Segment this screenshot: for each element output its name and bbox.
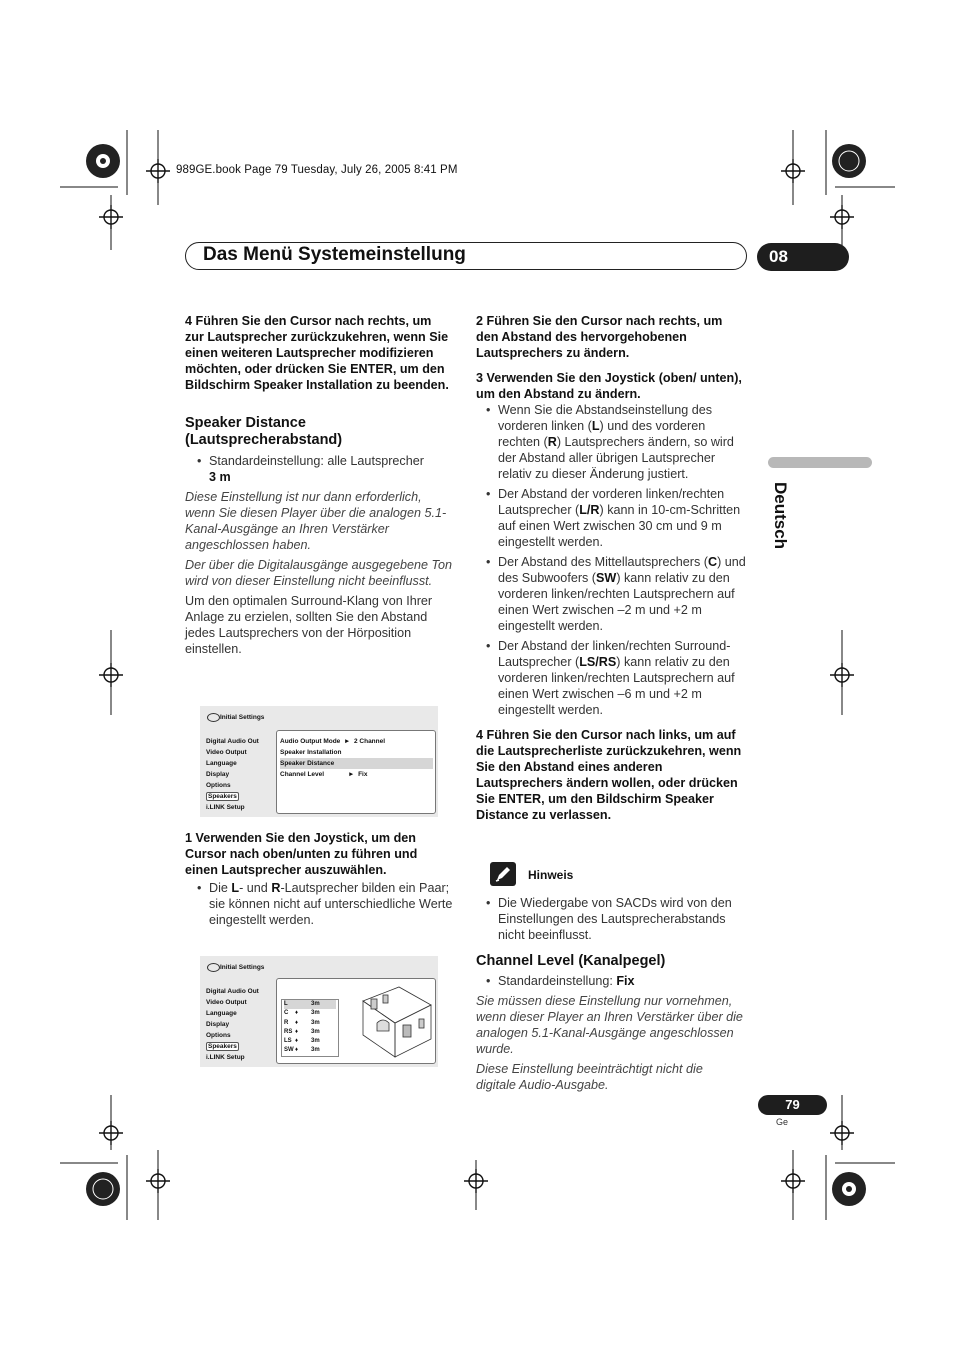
step-2: 2 Führen Sie den Cursor nach rechts, um den Abstand des hervorgehobenen Lautsprechers zu ändern. <box>476 314 723 360</box>
osd-title: Initial Settings <box>220 714 265 721</box>
osd-menu-item: Language <box>206 1010 237 1017</box>
osd-menu-item-selected: Speakers <box>208 793 237 800</box>
right-column-lower <box>476 895 746 1093</box>
step-4-right: 4 Führen Sie den Cursor nach links, um auf die Lautsprecherliste zurückzukehren, wenn Sie den Abstand eines anderen Lautsprechers ändern wollen, oder drücken Sie ENTER, um den Bildschirm Speaker Distance zu verlassen. <box>476 728 742 822</box>
note-text: • Die Wiedergabe von SACDs wird von den Einstellungen des Lautsprecherabstands nicht beeinflusst. <box>484 895 746 943</box>
print-info-line: 989GE.book Page 79 Tuesday, July 26, 2005 8:41 PM <box>176 164 458 176</box>
language-tab-bar <box>768 457 872 468</box>
speaker-row: C ♦ 3m <box>284 1010 320 1017</box>
speaker-row: R ♦ 3m <box>284 1019 320 1026</box>
speaker-row: RS ♦ 3m <box>284 1028 320 1035</box>
italic-note-1: Diese Einstellung ist nur dann erforderlich, wenn Sie diesen Player über die analogen 5.1-Kanal-Ausgänge an Ihren Verstärker angeschlossen haben. <box>185 490 447 552</box>
osd-menu-item: Digital Audio Out <box>206 988 259 995</box>
osd-panel <box>276 730 436 814</box>
channel-italic-2: Diese Einstellung beeinträchtigt nicht die digitale Audio-Ausgabe. <box>476 1062 703 1092</box>
osd-menu-item-selected: Speakers <box>208 1043 237 1050</box>
speaker-row: L 3m <box>284 1000 336 1009</box>
osd-screenshot-2 <box>200 956 438 1067</box>
osd-menu-item: Video Output <box>206 999 247 1006</box>
osd-menu-item: Video Output <box>206 749 247 756</box>
paragraph-distance: Um den optimalen Surround-Klang von Ihrer Anlage zu erzielen, sollten Sie den Abstand jedes Lautsprechers von der Hörposition einstellen. <box>185 594 433 656</box>
step-3-bullets <box>484 402 746 718</box>
left-column <box>185 313 453 657</box>
bullet-lr-range: • Der Abstand der vorderen linken/rechten Lautsprecher (L/R) kann in 10-cm-Schritten auf einen Wert zwischen 30 cm und 9 m eingestellt werden. <box>484 486 746 550</box>
osd-menu-item: i.LINK Setup <box>206 804 245 811</box>
osd-menu-item: Display <box>206 1021 230 1028</box>
page-language-code: Ge <box>776 1117 789 1127</box>
step-3: 3 Verwenden Sie den Joystick (oben/ unten), um den Abstand zu ändern. <box>476 371 742 401</box>
speaker-row: LS ♦ 3m <box>284 1038 320 1045</box>
osd-menu-item: i.LINK Setup <box>206 1054 245 1061</box>
bullet-front-lr: • Wenn Sie die Abstandseinstellung des vorderen linken (L) und des vorderen rechten (R) Lautsprechers ändern, so wird der Abstand aller übrigen Lautsprecher relativ zu dieser Änderung justiert. <box>484 402 746 482</box>
bullet-center-sub: • Der Abstand des Mittellautsprechers (C) und des Subwoofers (SW) kann relativ zu den vorderen linken/rechten Lautsprechern auf einen Wert zwischen –2 m und +2 m eingestellt werden. <box>484 554 746 634</box>
osd-row: Speaker Installation <box>280 749 342 756</box>
osd-menu-item: Options <box>206 1032 231 1039</box>
osd-row-highlighted: Speaker Distance <box>280 758 433 769</box>
osd-menu-item: Display <box>206 771 230 778</box>
step-4-left: 4 Führen Sie den Cursor nach rechts, um zur Lautsprecher zurückzukehren, wenn Sie einen weiteren Lautsprecher modifizieren möchten, oder drücken Sie ENTER, um den Bildschirm Speaker Installation zu beenden. <box>185 314 449 392</box>
osd-row: Channel Level ► Fix <box>280 771 368 778</box>
osd-panel <box>276 978 436 1064</box>
osd-screenshot-1 <box>200 706 438 817</box>
note-title: Hinweis <box>528 868 574 882</box>
page-number: 79 <box>758 1095 827 1115</box>
left-column-lower <box>185 830 453 928</box>
osd-menu-item: Options <box>206 782 231 789</box>
bullet-lr-pair: • Die L- und R-Lautsprecher bilden ein Paar; sie können nicht auf unterschiedliche Werte eingestellt werden. <box>195 880 453 928</box>
chapter-title: Das Menü Systemeinstellung <box>203 244 466 265</box>
speaker-distance-list <box>281 999 339 1057</box>
bullet-surround: • Der Abstand der linken/rechten Surround-Lautsprecher (LS/RS) kann relativ zu den vorderen linken/rechten Lautsprechern auf einen Wert zwischen –6 m und +2 m eingestellt werden. <box>484 638 746 718</box>
osd-menu <box>206 986 259 1063</box>
channel-italic-1: Sie müssen diese Einstellung nur vornehmen, wenn dieser Player an Ihren Verstärker über die analogen 5.1-Kanal-Ausgänge angeschlossen wurde. <box>476 994 743 1056</box>
note-pencil-icon <box>490 862 516 886</box>
disc-icon <box>207 713 220 722</box>
section-title-channel-level: Channel Level (Kanalpegel) <box>476 953 666 969</box>
section-title-speaker-distance: Speaker Distance (Lautsprecherabstand) <box>185 415 343 448</box>
step-1-bullets <box>195 880 453 928</box>
room-illustration-icon <box>359 983 433 1059</box>
default-setting: • Standardeinstellung: alle Lautsprecher 3 m <box>195 453 453 485</box>
osd-menu-item: Language <box>206 760 237 767</box>
channel-default-setting: • Standardeinstellung: Fix <box>484 973 746 989</box>
osd-menu-item: Digital Audio Out <box>206 738 259 745</box>
chapter-number: 08 <box>757 243 849 271</box>
speaker-row: SW♦ 3m <box>284 1047 320 1054</box>
italic-note-2: Der über die Digitalausgänge ausgegebene Ton wird von dieser Einstellung nicht beeinflusst. <box>185 558 453 588</box>
osd-menu <box>206 736 259 813</box>
default-list <box>195 453 453 485</box>
channel-default-list <box>484 973 746 989</box>
osd-row: Audio Output Mode ► 2 Channel <box>280 738 386 745</box>
step-1: 1 Verwenden Sie den Joystick, um den Cursor nach oben/unten zu führen und einen Lautsprecher auszuwählen. <box>185 831 418 877</box>
disc-icon <box>207 963 220 972</box>
osd-title: Initial Settings <box>220 964 265 971</box>
language-tab-label: Deutsch <box>771 482 790 550</box>
right-column <box>476 313 746 823</box>
note-list <box>484 895 746 943</box>
